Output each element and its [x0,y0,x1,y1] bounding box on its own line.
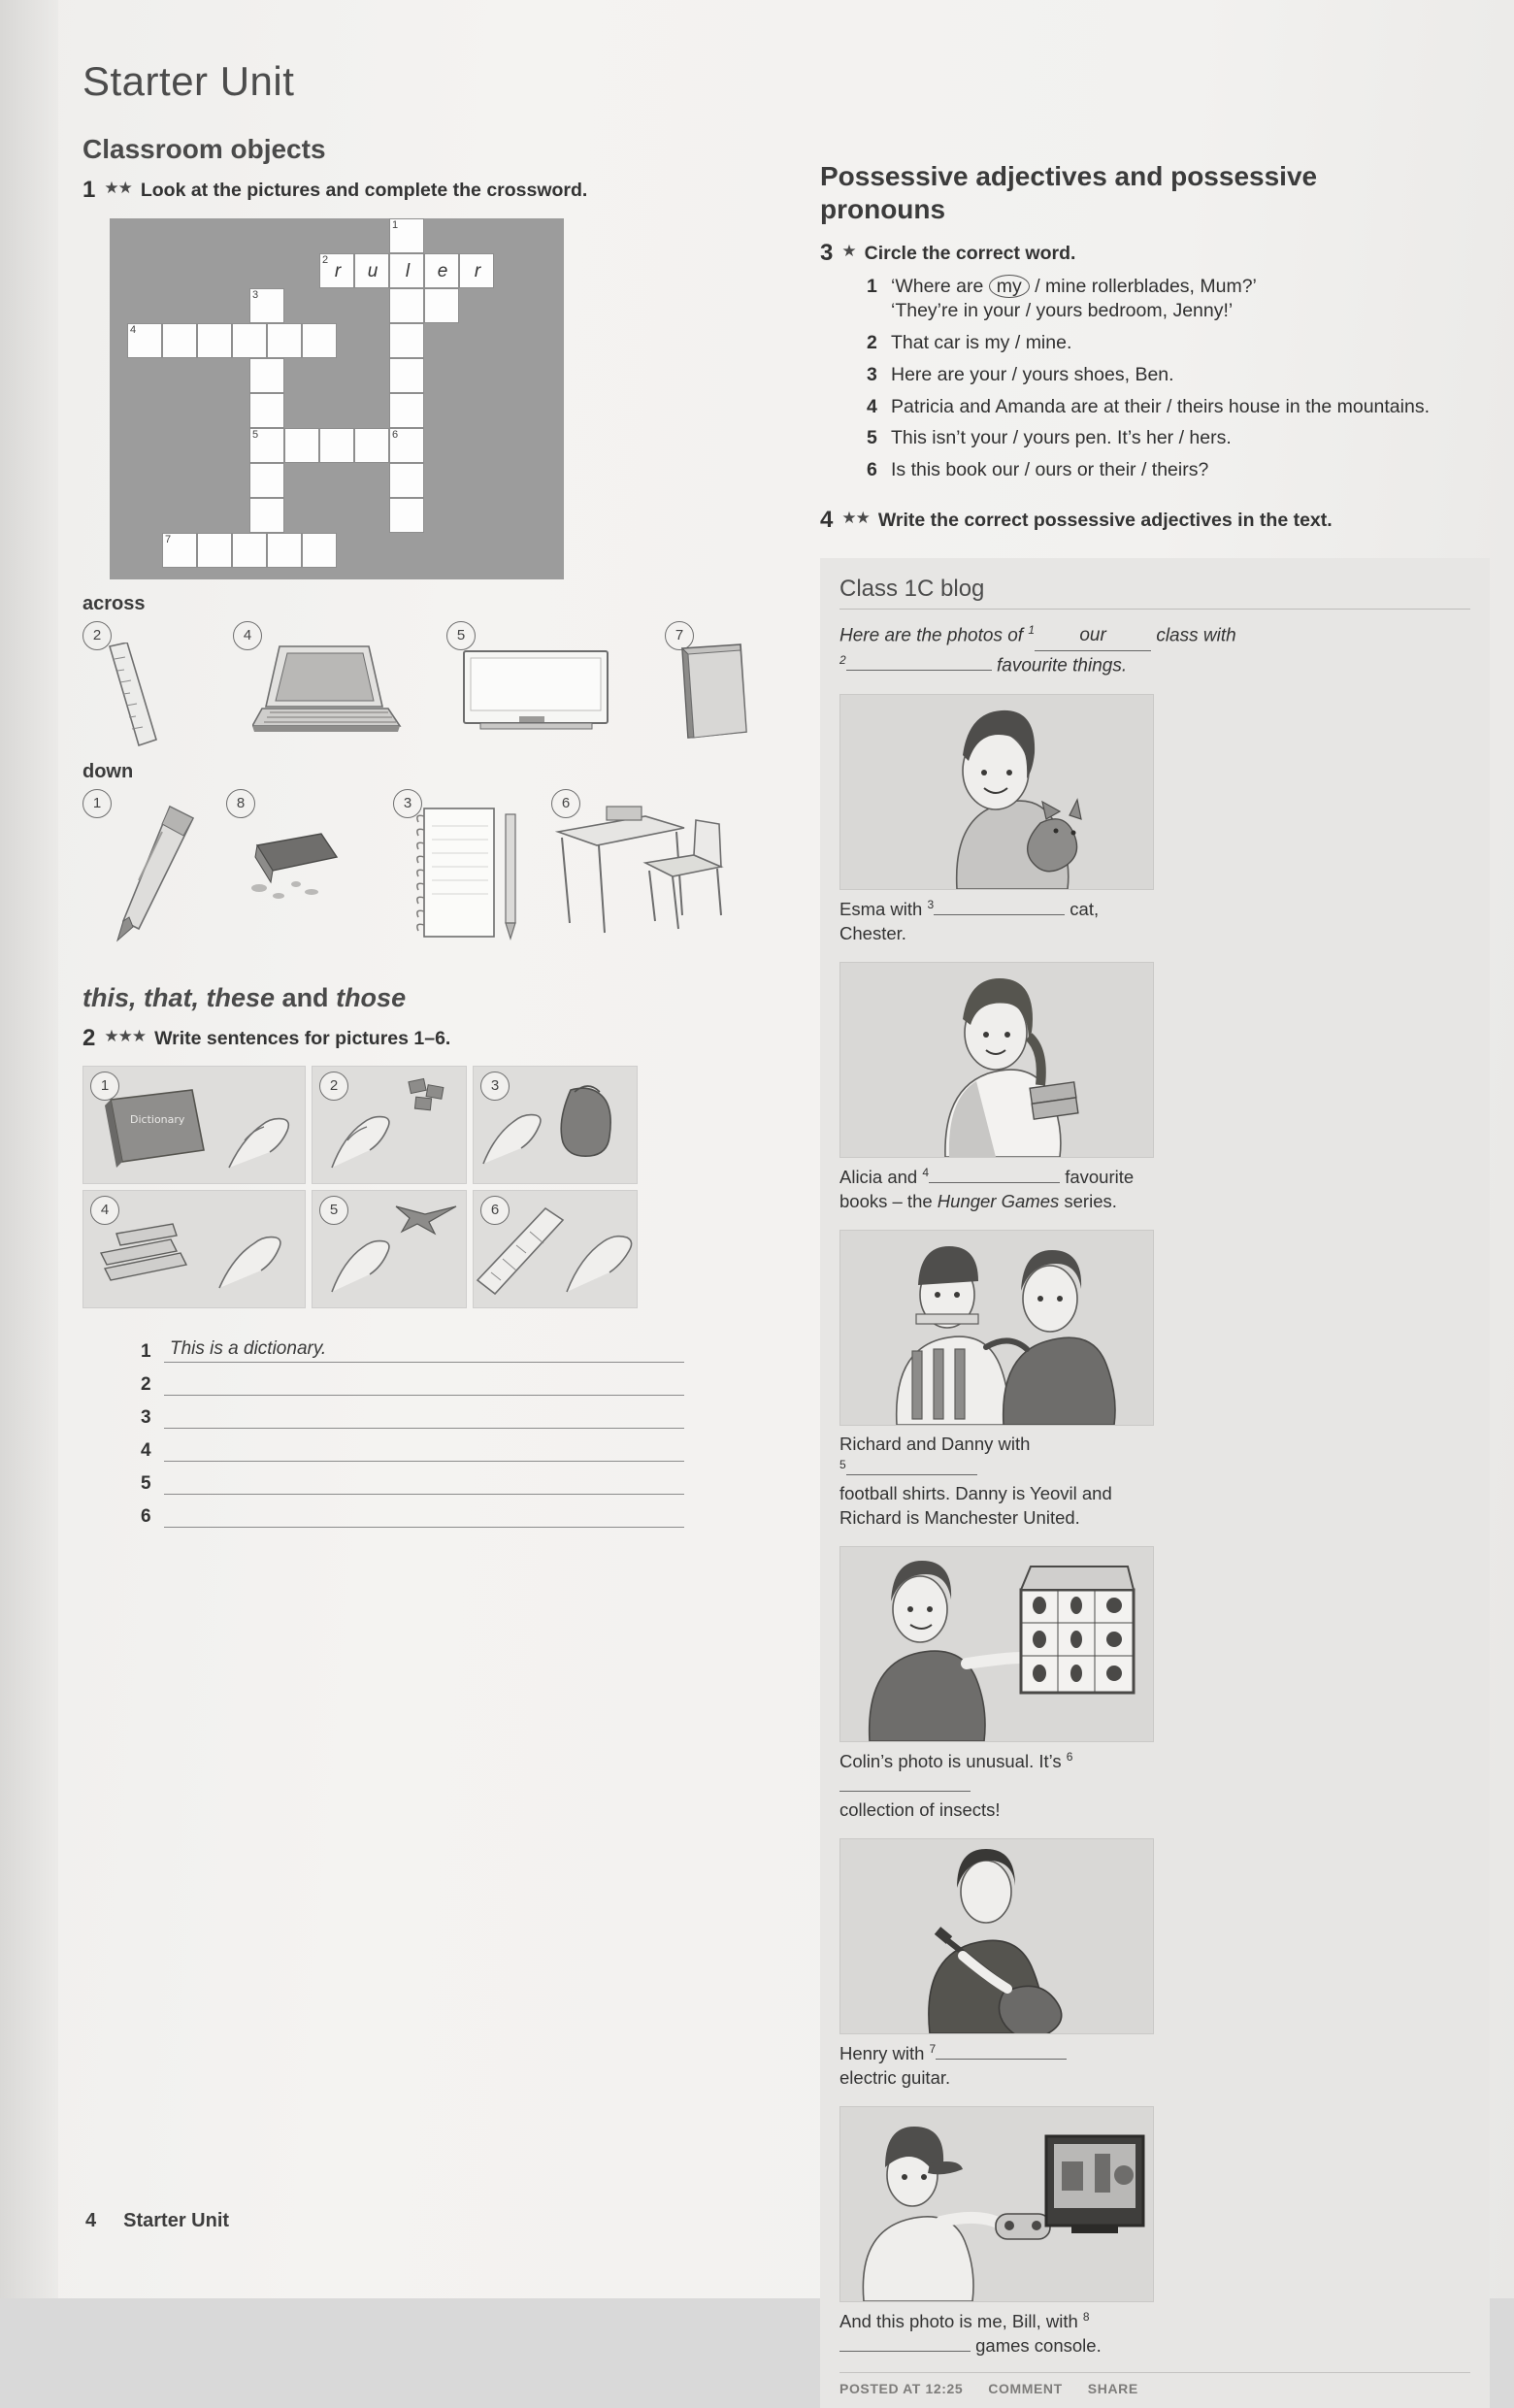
blog-photo-grid [839,694,1470,2359]
blank-marker-3: 3 [927,897,935,911]
question-text: Is this book our / ours or their / theirs? [891,459,1209,481]
left-column [82,58,762,1538]
blog-divider [839,609,1470,610]
picture-number-8: 8 [226,789,255,818]
blog-photo-bill-games-console [839,2106,1154,2302]
across-picture-row [82,621,762,747]
crossword-cell[interactable] [302,533,337,568]
crossword-letter: r [334,261,342,282]
question-number: 4 [867,395,877,417]
crossword-cell[interactable] [249,428,284,463]
question-text-post: / mine rollerblades, Mum?’ [1035,275,1257,297]
blog-caption [839,897,1152,946]
blog-title: Class 1C blog [839,576,985,603]
blog-cell [839,2106,1152,2359]
question-number: 2 [867,332,877,354]
blog-photo-henry-guitar [839,1838,1154,2034]
blog-caption [839,2041,1152,2091]
picture-number-7: 7 [665,621,694,650]
caption-pre: And this photo is me, Bill, with [839,2311,1078,2332]
blog-blank-4[interactable] [929,1182,1060,1183]
answer-row [141,1337,684,1363]
demonstratives-part-b: and [281,983,329,1013]
blank-marker-1: 1 [1028,623,1036,638]
exercise-3-instruction: Circle the correct word. [864,243,1076,265]
page-footer [85,2210,229,2232]
laptop-illustration [252,643,408,744]
picture-number-1: 1 [90,1072,119,1101]
crossword-cell[interactable] [319,253,354,288]
crossword-letter: l [405,261,411,282]
caption-pre: Alicia and [839,1167,918,1188]
question-text: Patricia and Amanda are at their / theirs house in the mountains. [891,395,1430,417]
crossword-cell[interactable] [284,428,319,463]
blog-photo-insect-collection [839,1546,1154,1742]
crossword-cell[interactable] [232,533,267,568]
blog-caption [839,1433,1152,1531]
picture-number-5: 5 [446,621,476,650]
exercise-3-items [867,275,1441,483]
caption-post: games console. [975,2335,1102,2357]
crossword-cell[interactable] [127,323,162,358]
answer-row [141,1406,684,1429]
blog-photo-esma-with-cat [839,694,1154,890]
crossword-cell[interactable] [389,463,424,498]
question-item[interactable] [867,363,1441,388]
blog-intro-post: favourite things. [996,655,1128,676]
blog-intro-mid: class with [1156,625,1236,646]
exercise-1-instruction: Look at the pictures and complete the crossword. [140,180,588,201]
answer-input[interactable] [164,1505,684,1528]
exercise-1-header [82,179,762,203]
question-number: 5 [867,427,877,449]
crossword-cell[interactable] [389,323,424,358]
blank-marker-5: 5 [839,1457,846,1471]
answer-number: 5 [141,1472,151,1494]
answer-text: This is a dictionary. [170,1337,327,1359]
book-illustration [673,643,755,744]
exercise-4-stars: ★★ [841,508,870,527]
question-item[interactable] [867,275,1441,324]
crossword-clue-number: 4 [130,324,137,337]
exercise-2-instruction: Write sentences for pictures 1–6. [154,1028,451,1050]
exercise-1-stars: ★★ [104,179,132,197]
crossword-cell[interactable] [249,498,284,533]
demonstratives-part-c: those [336,983,407,1013]
blank-marker-4: 4 [922,1165,930,1179]
down-picture-row [82,789,762,954]
answer-number: 4 [141,1439,151,1461]
question-text: That car is my / mine. [891,332,1072,354]
picture-number-3: 3 [393,789,422,818]
crossword-letter: e [437,261,448,282]
picture-number-4: 4 [233,621,262,650]
blog-blank-6[interactable] [839,1791,971,1792]
blog-footer [839,2372,1470,2396]
crossword-clue-number: 1 [392,219,399,232]
exercise-2-answer-lines [141,1337,684,1528]
answer-number: 6 [141,1505,151,1527]
blog-caption [839,1749,1152,1823]
caption-post: collection of insects! [839,1799,1001,1821]
exercise-4-number: 4 [820,506,834,533]
caption-post: electric guitar. [839,2067,951,2089]
answer-number: 2 [141,1373,151,1395]
crossword-clue-number: 3 [252,289,259,302]
exercise-2-number: 2 [82,1025,96,1052]
question-number: 1 [867,275,877,297]
crossword-cell[interactable] [389,393,424,428]
crossword-cell[interactable] [389,498,424,533]
question-item[interactable] [867,395,1441,420]
caption-italic: Hunger Games [937,1191,1060,1212]
answer-input[interactable] [164,1406,684,1429]
crossword-cell[interactable] [249,393,284,428]
answer-input[interactable] [164,1472,684,1495]
picture-number-1: 1 [82,789,112,818]
question-text-pre: ‘Where are [891,275,984,297]
blog-blank-1[interactable]: our [1035,622,1151,651]
question-text-line2: ‘They’re in your / yours bedroom, Jenny!’ [891,300,1234,322]
caption-post: football shirts. Danny is Yeovil and Richard is Manchester United. [839,1483,1112,1529]
blog-comment-link[interactable]: COMMENT [988,2381,1063,2397]
question-number: 6 [867,459,877,481]
blog-cell [839,1230,1152,1531]
answer-row [141,1472,684,1495]
crossword-clue-number: 5 [252,429,259,442]
caption-post: cat, Chester. [839,898,1100,943]
blog-cell [839,1546,1152,1823]
notebook-illustration [403,803,529,948]
picture-number-4: 4 [90,1196,119,1225]
crossword-cell[interactable] [232,323,267,358]
demonstratives-part-a: this, that, these [82,983,276,1013]
blog-intro-text [839,621,1470,680]
pen-illustration [100,803,207,948]
down-label: down [82,761,134,783]
blog-caption [839,2309,1152,2359]
exercise-2-header [82,1027,762,1051]
blog-cell [839,694,1152,946]
exercise-4-instruction: Write the correct possessive adjectives in the text. [877,509,1333,531]
blog-cell [839,1838,1152,2091]
question-item[interactable] [867,458,1441,483]
question-item[interactable] [867,426,1441,451]
crossword-cell[interactable] [354,428,389,463]
section-heading-demonstratives [82,983,762,1013]
crossword-cell[interactable] [424,253,459,288]
blog-blank-7[interactable] [936,2059,1067,2060]
class-blog-panel [820,558,1490,2408]
blog-photo-football-shirts [839,1230,1154,1426]
crossword-cell[interactable] [162,533,197,568]
crossword-cell[interactable] [459,253,494,288]
crossword-cell[interactable] [249,463,284,498]
crossword-cell[interactable] [354,253,389,288]
question-text [891,275,1441,324]
exercise-2-stars: ★★★ [104,1027,147,1046]
crossword-grid[interactable] [110,218,564,579]
crossword-clue-number: 6 [392,429,399,442]
blog-blank-5[interactable] [846,1474,977,1475]
blog-posted-at: POSTED AT 12:25 [839,2381,964,2397]
answer-number: 3 [141,1406,151,1428]
page-title: Starter Unit [82,58,295,104]
svg-text:Dictionary: Dictionary [130,1112,185,1126]
picture-number-5: 5 [319,1196,348,1225]
picture-number-6: 6 [480,1196,510,1225]
blank-marker-2: 2 [839,652,846,667]
picture-number-2: 2 [82,621,112,650]
crossword-cell[interactable] [389,358,424,393]
question-item[interactable] [867,331,1441,356]
exercise-3-stars: ★ [841,242,856,261]
caption-pre: Richard and Danny with [839,1433,1031,1454]
desk-chair-illustration [548,799,733,944]
blank-marker-8: 8 [1082,2310,1090,2325]
picture-number-2: 2 [319,1072,348,1101]
caption-pre: Colin’s photo is unusual. It’s [839,1751,1062,1772]
crossword-cell[interactable] [162,323,197,358]
ruler-illustration [100,643,168,749]
exercise-3-number: 3 [820,240,834,267]
crossword-cell[interactable] [197,533,232,568]
exercise-4-header [820,506,1441,533]
crossword-cell[interactable] [302,323,337,358]
crossword-cell[interactable] [389,253,424,288]
crossword-clue-number: 2 [322,254,329,267]
crossword-letter: u [367,261,378,282]
across-label: across [82,593,146,615]
blank-marker-6: 6 [1066,1750,1073,1765]
blog-blank-2[interactable] [846,670,992,671]
exercise-2-picture-grid [82,1066,762,1323]
answer-number: 1 [141,1340,151,1362]
answer-input[interactable] [164,1373,684,1396]
blog-cell [839,962,1152,1214]
answer-row [141,1439,684,1462]
crossword-cell[interactable] [267,323,302,358]
blog-blank-8[interactable] [839,2351,971,2352]
exercise-1-number: 1 [82,177,96,203]
section-heading-classroom-objects: Classroom objects [82,134,326,164]
whiteboard-illustration [461,648,611,736]
crossword-cell[interactable] [389,288,424,323]
crossword-clue-number: 7 [165,534,172,546]
answer-input[interactable] [164,1439,684,1462]
crossword-cell[interactable] [389,428,424,463]
picture-number-3: 3 [480,1072,510,1101]
caption-post: favourite books – the [839,1167,1135,1212]
blog-intro-pre: Here are the photos of [839,625,1024,646]
eraser-illustration [238,828,354,915]
crossword-cell[interactable] [424,288,459,323]
question-text: Here are your / yours shoes, Ben. [891,363,1174,385]
blog-caption [839,1165,1152,1214]
blog-share-link[interactable]: SHARE [1087,2381,1138,2397]
exercise-3-header [820,242,1441,266]
answer-row [141,1373,684,1396]
footer-unit-title: Starter Unit [123,2210,230,2231]
answer-row [141,1505,684,1528]
crossword-letter: r [474,261,481,282]
crossword-cell[interactable] [197,323,232,358]
caption-tail: series. [1059,1191,1117,1212]
question-text: This isn’t your / yours pen. It’s her / hers. [891,427,1232,449]
section-heading-possessives: Possessive adjectives and possessive pronouns [820,161,1318,225]
blank-marker-7: 7 [929,2042,937,2057]
right-column [820,160,1441,2408]
question-number: 3 [867,363,877,385]
crossword-cell[interactable] [267,533,302,568]
crossword-cell[interactable] [319,428,354,463]
picture-number-6: 6 [551,789,580,818]
blog-blank-3[interactable] [934,914,1065,915]
circled-answer[interactable]: my [989,275,1030,298]
caption-pre: Henry with [839,2043,925,2064]
caption-pre: Esma with [839,898,923,919]
answer-input[interactable] [164,1337,684,1363]
crossword-cell[interactable] [389,218,424,253]
crossword-cell[interactable] [249,358,284,393]
blog-photo-alicia-with-books [839,962,1154,1158]
footer-page-number: 4 [85,2210,97,2231]
crossword-cell[interactable] [249,288,284,323]
